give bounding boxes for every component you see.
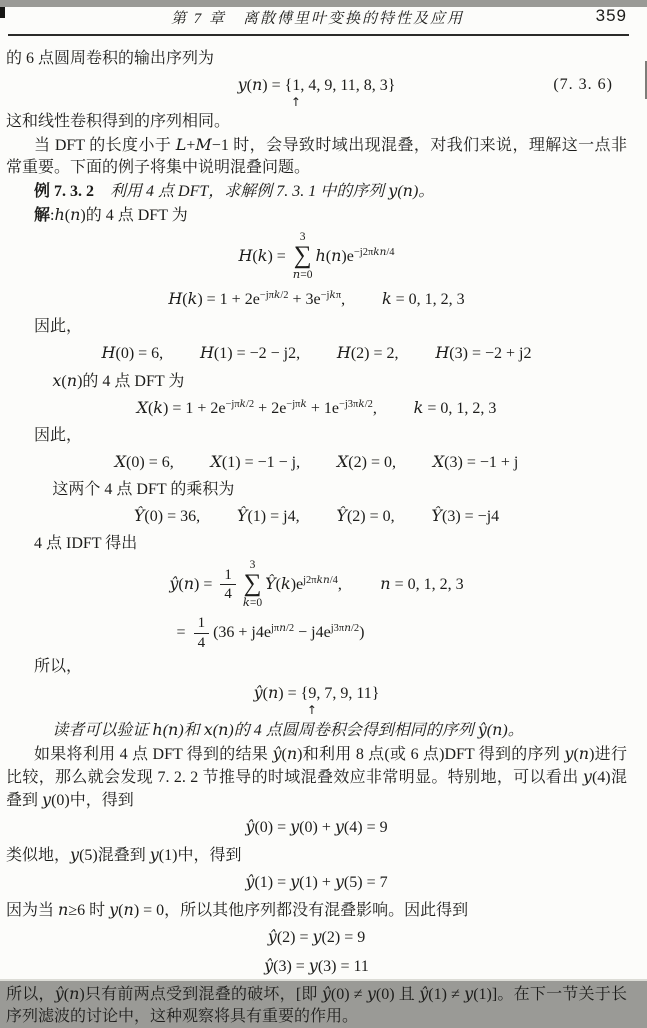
- chapter-heading: 第 7 章 离散傅里叶变换的特性及应用: [170, 11, 465, 27]
- sequence-origin-arrow: ↑: [290, 94, 301, 109]
- equation: ŷ(1) = y(1) + y(5) = 7: [245, 872, 388, 892]
- equation: ŷ(3) = y(3) = 11: [264, 956, 369, 976]
- equation: y(n) = {1 ↑ , 4, 9, 11, 8, 3} (7. 3. 6): [237, 75, 613, 109]
- paragraph: 当 DFT 的长度小于 L+M−1 时，会导致时域出现混叠，对我们来说，理解这一点非常重要。下面的例子将集中说明混叠问题。: [6, 135, 627, 176]
- paragraph: 所以，ŷ(n)只有前两点受到混叠的破坏，[即 ŷ(0) ≠ y(0) 且 ŷ(1) ≠ y(1)]。在下一节关于长序列滤波的讨论中，这种观察将具有重要的作用。: [6, 984, 627, 1026]
- scan-artifact: [0, 7, 5, 18]
- paragraph: 类似地，y(5)混叠到 y(1)中，得到: [6, 845, 242, 865]
- equation: ŷ(2) = y(2) = 9: [267, 927, 366, 947]
- sequence-first-sample: 1 ↑: [290, 77, 301, 109]
- equation: H(0) = 6, H(1) = −2 − j2, H(2) = 2, H(3) = −2 + j2: [101, 343, 532, 363]
- fraction: $\frac{1}{4}$: [194, 615, 210, 651]
- equation-rhs: $Ŷ(k)e^{j2\pi kn/4}$,: [265, 573, 342, 594]
- page-number: 359: [595, 6, 627, 25]
- equation: ŷ(0) = y(0) + y(4) = 9: [245, 817, 388, 837]
- summation-symbol: 3 ∑ k=0: [242, 559, 263, 610]
- sequence-origin-arrow: ↑: [306, 702, 317, 717]
- equation-lhs: ŷ(n) =: [169, 574, 217, 594]
- equation-rhs: $h(n)e^{-j2\pi kn/4}$: [315, 245, 395, 266]
- equation-lhs: H(k) =: [238, 246, 290, 266]
- equation-condition: n = 0, 1, 2, 3: [380, 574, 464, 594]
- equation: ŷ(n) = {9 ↑ , 7, 9, 11}: [253, 683, 380, 717]
- page-header: [8, 7, 627, 31]
- paragraph: x(n)的 4 点 DFT 为: [52, 371, 185, 391]
- equation: X(0) = 6, X(1) = −1 − j, X(2) = 0, X(3) = −1 + j: [114, 452, 519, 472]
- equation: [0, 615, 581, 651]
- summation-symbol: 3 ∑ n=0: [292, 231, 313, 281]
- paragraph: 因此，: [34, 427, 83, 445]
- book-page: [0, 6, 647, 1026]
- paragraph: 所以，: [34, 658, 83, 676]
- equation-lhs: =: [176, 624, 190, 642]
- paragraph: 解:h(n)的 4 点 DFT 为: [34, 205, 188, 224]
- paragraph: 因为当 n≥6 时 y(n) = 0，所以其他序列都没有混叠影响。因此得到: [6, 900, 469, 920]
- equation: [6, 231, 627, 282]
- equation: [6, 559, 627, 610]
- paragraph: 因此，: [34, 318, 83, 336]
- paragraph: 这两个 4 点 DFT 的乘积为: [52, 481, 235, 499]
- scan-artifact: [0, 979, 647, 981]
- equation: Ŷ(0) = 36, Ŷ(1) = j4, Ŷ(2) = 0, Ŷ(3) = −j4: [133, 506, 500, 526]
- fraction: $\frac{1}{4}$: [220, 567, 236, 603]
- content: [0, 36, 647, 1028]
- paragraph: 读者可以验证 h(n)和 x(n)的 4 点圆周卷积会得到相同的序列 ŷ(n)。: [52, 720, 524, 740]
- paragraph: 4 点 IDFT 得出: [34, 535, 138, 553]
- equation: $H(k) = 1 + 2e^{-j\pi k/2} + 3e^{-jk\pi}$, k = 0, 1, 2, 3: [168, 288, 465, 309]
- equation: $X(k) = 1 + 2e^{-j\pi k/2} + 2e^{-j\pi k} + 1e^{-j3\pi k/2}$, k = 0, 1, 2, 3: [136, 397, 497, 418]
- paragraph: 如果将利用 4 点 DFT 得到的结果 ŷ(n)和利用 8 点(或 6 点)DFT 得到的序列 y(n)进行比较，那么就会发现 7. 2. 2 节推导的时域混叠效应非常明显。特别地，可以看出 y(4)混叠到 y(0)中，得到: [6, 744, 627, 810]
- equation-rhs: $(36 + j4e^{j\pi n/2} - j4e^{j3\pi n/2})$: [213, 622, 365, 642]
- paragraph: 的 6 点圆周卷积的输出序列为: [6, 50, 215, 67]
- sequence-first-sample: 9 ↑: [306, 685, 317, 717]
- equation-number: (7. 3. 6): [553, 76, 613, 93]
- paragraph: 这和线性卷积得到的序列相同。: [6, 113, 231, 130]
- paragraph: 例 7. 3. 2 利用 4 点 DFT，求解例 7. 3. 1 中的序列 y(n)。: [34, 181, 435, 200]
